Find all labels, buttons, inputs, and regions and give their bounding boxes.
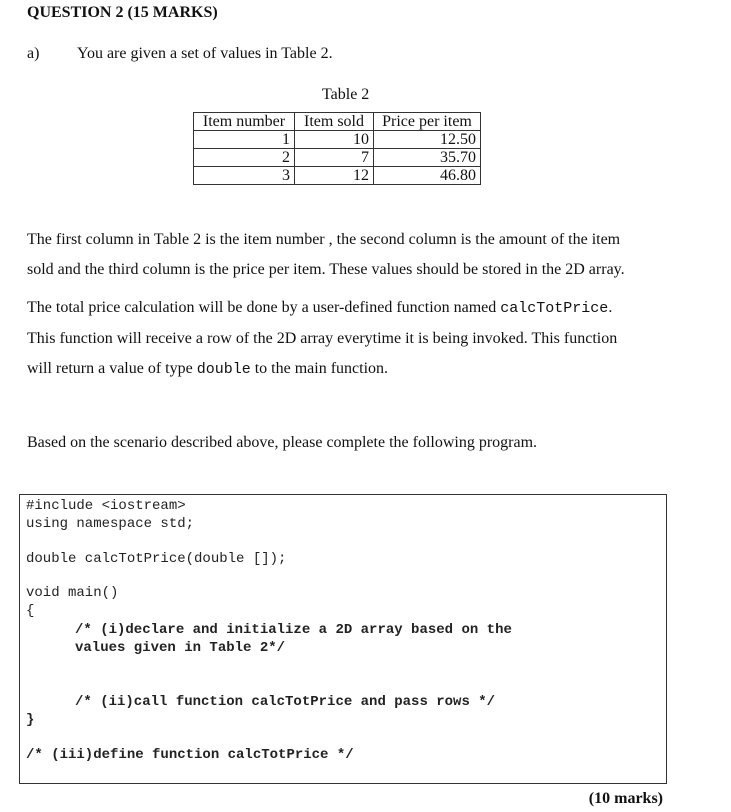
table-caption: Table 2 <box>322 86 370 103</box>
values-table <box>193 112 481 185</box>
paragraph-line: The total price calculation will be done by a user-defined function named calcTotPrice. <box>27 299 613 317</box>
code-prototype: double calcTotPrice(double []); <box>26 551 287 567</box>
code-open-brace: { <box>26 603 35 619</box>
code-comment-declare-cont: values given in Table 2*/ <box>75 640 286 656</box>
header-item-sold: Item sold <box>295 113 374 131</box>
question-title: QUESTION 2 (15 MARKS) <box>27 4 218 21</box>
cell-item-sold: 12 <box>295 167 374 185</box>
cell-price: 46.80 <box>374 167 481 185</box>
code-comment-call: /* (ii)call function calcTotPrice and pass rows */ <box>75 694 496 710</box>
paragraph-line: will return a value of type double to the main function. <box>27 360 389 378</box>
code-box <box>19 494 667 784</box>
header-price-per-item: Price per item <box>374 113 481 131</box>
paragraph-line: sold and the third column is the price per item. These values should be stored in the 2D array. <box>27 261 625 278</box>
paragraph-line: The first column in Table 2 is the item number , the second column is the amount of the item <box>27 231 621 248</box>
part-label: a) <box>27 45 40 62</box>
cell-item-sold: 7 <box>295 149 374 167</box>
code-main-signature: void main() <box>26 585 119 601</box>
code-comment-define: /* (iii)define function calcTotPrice */ <box>26 747 354 763</box>
inline-code: double <box>196 361 251 378</box>
paragraph-function-description <box>27 293 677 385</box>
cell-price: 35.70 <box>374 149 481 167</box>
cell-item-number: 2 <box>194 149 295 167</box>
paragraph-instruction: Based on the scenario described above, please complete the following program. <box>27 434 538 451</box>
cell-price: 12.50 <box>374 131 481 149</box>
table-header-row <box>194 113 481 131</box>
header-item-number: Item number <box>194 113 295 131</box>
table-row <box>194 149 481 167</box>
marks-label: (10 marks) <box>588 790 663 807</box>
cell-item-number: 1 <box>194 131 295 149</box>
code-using: using namespace std; <box>26 516 195 532</box>
cell-item-number: 3 <box>194 167 295 185</box>
code-close-brace: } <box>26 712 35 728</box>
table-row <box>194 167 481 185</box>
code-comment-declare: /* (i)declare and initialize a 2D array based on the <box>75 622 512 638</box>
inline-code: calcTotPrice <box>500 300 609 317</box>
table-row <box>194 131 481 149</box>
paragraph-table-description <box>27 225 677 285</box>
paragraph-line: This function will receive a row of the 2D array everytime it is being invoked. This function <box>27 330 618 347</box>
cell-item-sold: 10 <box>295 131 374 149</box>
code-include: #include <iostream> <box>26 498 186 514</box>
part-intro: You are given a set of values in Table 2. <box>77 45 333 62</box>
